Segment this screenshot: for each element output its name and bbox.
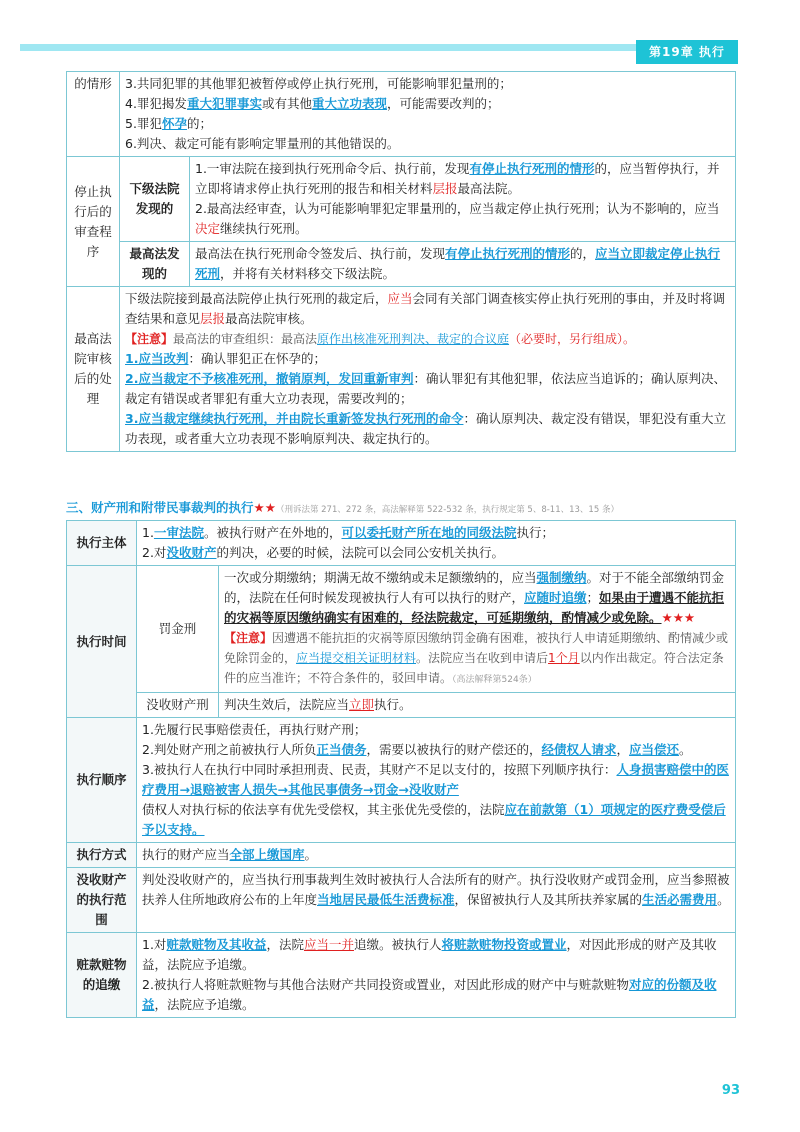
table-row [67, 693, 736, 718]
row-content: 执行的财产应当全部上缴国库。 [137, 843, 736, 868]
header-bar [20, 44, 636, 51]
row-content: 1.一审法院。被执行财产在外地的，可以委托财产所在地的同级法院执行； 2.对没收财产的判决，必要的时候，法院可以会同公安机关执行。 [137, 521, 736, 566]
row-content: 3.共同犯罪的其他罪犯被暂停或停止执行死刑，可能影响罪犯量刑的； 4.罪犯揭发重大犯罪事实或有其他重大立功表现，可能需要改判的； 5.罪犯怀孕的； 6.判决、裁定可能有影响定罪量刑的其他错误的。 [120, 72, 736, 157]
row-content: 一次或分期缴纳；期满无故不缴纳或未足额缴纳的，应当强制缴纳。对于不能全部缴纳罚金的，法院在任何时候发现被执行人有可以执行的财产，应随时追缴；如果由于遭遇不能抗拒的灾祸等原因缴纳确实有困难的，经法院裁定，可延期缴纳，酌情减少或免除。★★★ 【注意】因遭遇不能抗拒的灾祸等原因缴纳罚金确有困难，被执行人申请延期缴纳、酌情减少或免除罚金的，应当提交相关证明材料。法院应当在收到申请后1个月以内作出裁定。符合法定条件的应当准许；不符合条件的，驳回申请。（高法解释第524条） [219, 566, 736, 693]
row-content: 下级法院接到最高法院停止执行死刑的裁定后，应当会同有关部门调查核实停止执行死刑的事由，并及时将调查结果和意见层报最高法院审核。 【注意】最高法的审查组织：最高法原作出核准死刑判决、裁定的合议庭（必要时，另行组成）。 1.应当改判：确认罪犯正在怀孕的； 2.应当裁定不予核准死刑，撤销原判，发回重新审判：确认罪犯有其他犯罪，依法应当追诉的；确认原判决、裁定有错误或者罪犯有重大立功表现，需要改判的； 3.应当裁定继续执行死刑，并由院长重新签发执行死刑的命令：确认原判决、裁定没有错误，罪犯没有重大立功表现，或者重大立功表现不影响原判决、裁定执行的。 [120, 287, 736, 452]
row-label: 执行主体 [67, 521, 137, 566]
sub-label: 最高法发现的 [120, 242, 190, 287]
death-penalty-table [66, 71, 736, 452]
section-title: 三、财产刑和附带民事裁判的执行★★（刑诉法第 271、272 条，高法解释第 522-532 条，执行规定第 5、8-11、13、15 条） [66, 500, 619, 515]
row-label: 停止执行后的审查程序 [67, 157, 120, 287]
row-label: 最高法院审核后的处理 [67, 287, 120, 452]
table-row [67, 287, 736, 452]
row-content: 1.一审法院在接到执行死刑命令后、执行前，发现有停止执行死刑的情形的，应当暂停执行，并立即将请求停止执行死刑的报告和相关材料层报最高法院。 2.最高法经审查，认为可能影响罪犯定罪量刑的，应当裁定停止执行死刑；认为不影响的，应当决定继续执行死刑。 [190, 157, 736, 242]
table-row [67, 843, 736, 868]
row-label: 赃款赃物的追缴 [67, 933, 137, 1018]
table-row [67, 868, 736, 933]
row-label: 执行方式 [67, 843, 137, 868]
row-label: 执行时间 [67, 566, 137, 718]
row-content: 最高法在执行死刑命令签发后、执行前，发现有停止执行死刑的情形的，应当立即裁定停止执行死刑，并将有关材料移交下级法院。 [190, 242, 736, 287]
property-penalty-table [66, 520, 736, 1018]
row-label: 执行顺序 [67, 718, 137, 843]
row-content: 判决生效后，法院应当立即执行。 [219, 693, 736, 718]
sub-label: 没收财产刑 [137, 693, 219, 718]
table-row [67, 933, 736, 1018]
chapter-tab: 第19章 执行 [636, 40, 738, 64]
page-number: 93 [721, 1083, 740, 1098]
table-row [67, 566, 736, 693]
row-content: 1.对赃款赃物及其收益，法院应当一并追缴。被执行人将赃款赃物投资或置业，对因此形成的财产及其收益，法院应予追缴。 2.被执行人将赃款赃物与其他合法财产共同投资或置业，对因此形成的财产中与赃款赃物对应的份额及收益，法院应予追缴。 [137, 933, 736, 1018]
table-row [67, 157, 736, 242]
sub-label: 下级法院发现的 [120, 157, 190, 242]
table-row [67, 718, 736, 843]
table-row [67, 242, 736, 287]
table-row [67, 72, 736, 157]
row-content: 判处没收财产的，应当执行刑事裁判生效时被执行人合法所有的财产。执行没收财产或罚金刑，应当参照被扶养人住所地政府公布的上年度当地居民最低生活费标准，保留被执行人及其所扶养家属的生活必需费用。 [137, 868, 736, 933]
table-row [67, 521, 736, 566]
sub-label: 罚金刑 [137, 566, 219, 693]
row-label: 的情形 [67, 72, 120, 157]
row-content: 1.先履行民事赔偿责任，再执行财产刑； 2.判处财产刑之前被执行人所负正当债务，需要以被执行的财产偿还的，经债权人请求，应当偿还。 3.被执行人在执行中同时承担刑责、民责，其财产不足以支付的，按照下列顺序执行：人身损害赔偿中的医疗费用→退赔被害人损失→其他民事债务→罚金→没收财产 债权人对执行标的依法享有优先受偿权，其主张优先受偿的，法院应在前款第（1）项规定的医疗费受偿后予以支持。 [137, 718, 736, 843]
row-label: 没收财产的执行范围 [67, 868, 137, 933]
